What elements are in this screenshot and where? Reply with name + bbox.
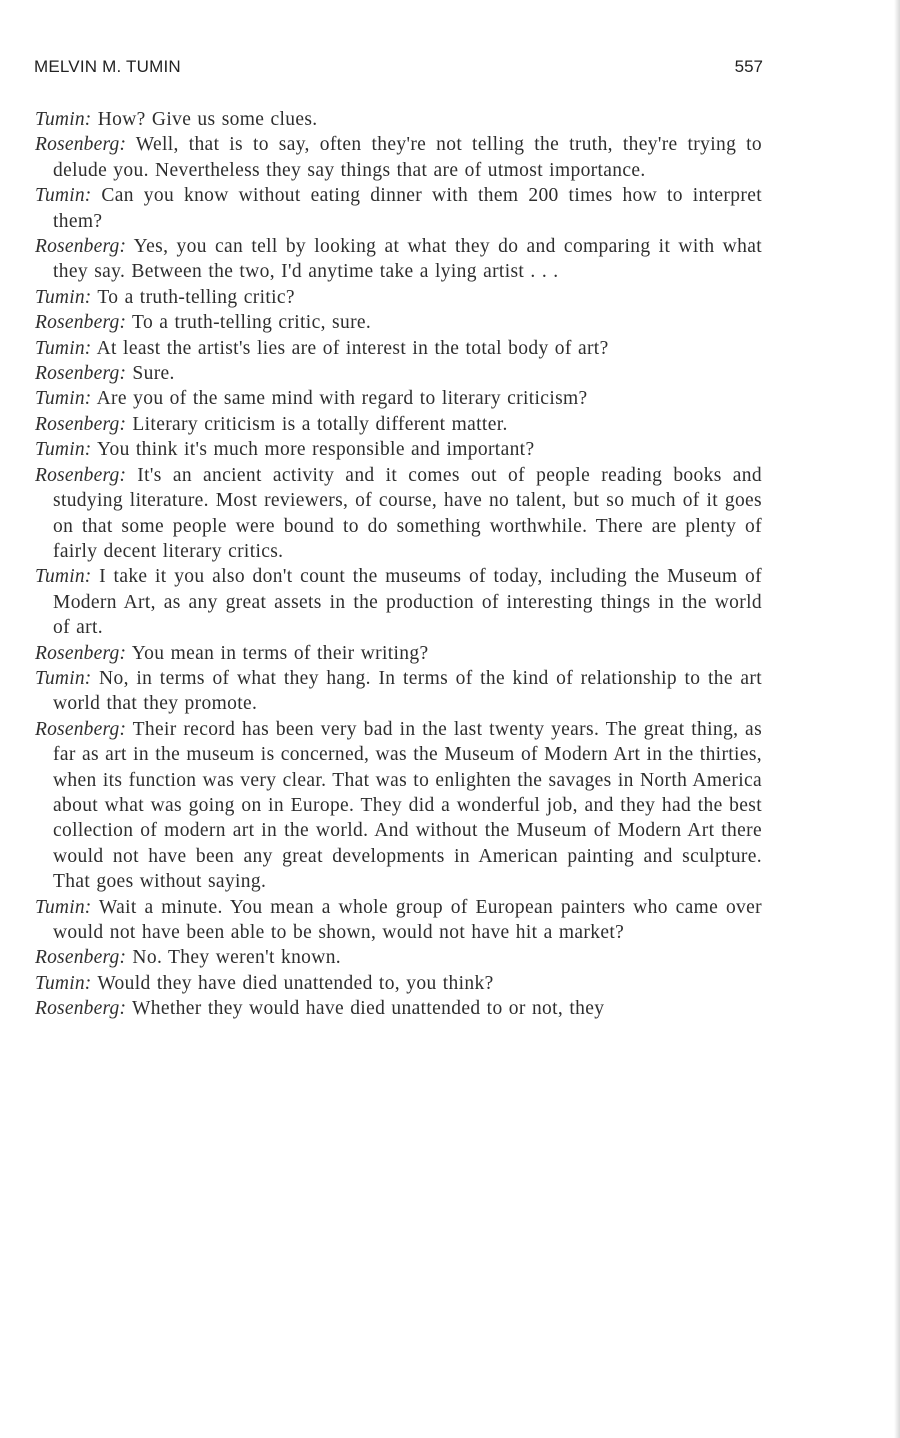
speaker-name: Tumin: [35, 185, 92, 207]
page-number: 557 [734, 57, 763, 76]
dialogue-turn [35, 336, 762, 361]
utterance-text: No, in terms of what they hang. In terms of the kind of relationship to the art world that they promote. [53, 667, 763, 715]
utterance-text: No. They weren't known. [132, 947, 342, 969]
dialogue-turn [35, 234, 762, 285]
dialogue-turn [35, 386, 762, 411]
utterance-text: Sure. [132, 363, 175, 385]
speaker-name: Tumin: [35, 896, 92, 918]
speaker-name: Tumin: [35, 972, 92, 994]
dialogue-turn [35, 132, 762, 183]
speaker-name: Tumin: [35, 388, 92, 410]
dialogue-turn [35, 361, 762, 386]
dialogue-turn [35, 666, 762, 717]
utterance-text: Well, that is to say, often they're not telling the truth, they're trying to delude you. Nevertheless they say things that are of utmost importance. [53, 134, 762, 181]
speaker-name: Rosenberg: [35, 642, 127, 664]
speaker-name: Tumin: [35, 667, 92, 689]
speaker-name: Rosenberg: [35, 236, 127, 258]
dialogue-turn [35, 183, 762, 234]
utterance-text: Yes, you can tell by looking at what they do and comparing it with what they say. Between the two, I'd anytime take a lying artist . . . [53, 236, 762, 283]
utterance-text: To a truth-telling critic, sure. [132, 312, 372, 334]
utterance-text: It's an ancient activity and it comes out of people reading books and studying literature. Most reviewers, of course, have no talent, but so much of it goes on that some people were bound to do something worthwhile. There are plenty of fairly decent literary critics. [53, 464, 762, 562]
speaker-name: Rosenberg: [35, 947, 127, 969]
dialogue-turn [35, 895, 762, 946]
interview-transcript [35, 107, 762, 1022]
speaker-name: Tumin: [35, 286, 92, 308]
speaker-name: Rosenberg: [35, 363, 127, 385]
utterance-text: Their record has been very bad in the last twenty years. The great thing, as far as art in the museum is concerned, was the Museum of Modern Art in the thirties, when its function was very clear. That was to enlighten the savages in North America about what was going on in Europe. They did a wonderful job, and they had the best collection of modern art in the world. And without the Museum of Modern Art there would not have been any great developments in American painting and sculpture. That goes without saying. [53, 718, 763, 893]
speaker-name: Tumin: [35, 439, 92, 461]
dialogue-turn [35, 463, 762, 565]
speaker-name: Tumin: [35, 566, 92, 588]
utterance-text: Would they have died unattended to, you think? [97, 972, 494, 994]
dialogue-turn [35, 641, 762, 666]
utterance-text: You mean in terms of their writing? [131, 642, 429, 664]
speaker-name: Rosenberg: [35, 134, 127, 156]
speaker-name: Rosenberg: [35, 413, 127, 435]
dialogue-turn [35, 107, 762, 132]
speaker-name: Tumin: [35, 337, 92, 359]
utterance-text: Wait a minute. You mean a whole group of European painters who came over would not have been able to be shown, would not have hit a market? [53, 896, 762, 943]
dialogue-turn [35, 412, 762, 437]
dialogue-turn [35, 285, 762, 310]
utterance-text: Whether they would have died unattended to or not, they [132, 998, 605, 1020]
speaker-name: Rosenberg: [35, 464, 127, 486]
dialogue-turn [35, 971, 762, 996]
utterance-text: Literary criticism is a totally different matter. [132, 413, 508, 435]
dialogue-turn [35, 437, 762, 462]
utterance-text: To a truth-telling critic? [97, 286, 295, 308]
dialogue-turn [35, 564, 762, 640]
utterance-text: Are you of the same mind with regard to literary criticism? [96, 388, 588, 410]
dialogue-turn [35, 945, 762, 970]
utterance-text: At least the artist's lies are of interest in the total body of art? [96, 337, 609, 359]
dialogue-turn [35, 717, 762, 895]
dialogue-turn [35, 310, 762, 335]
utterance-text: You think it's much more responsible and important? [96, 439, 535, 461]
speaker-name: Rosenberg: [35, 312, 127, 334]
page-edge-shadow [894, 0, 900, 1438]
speaker-name: Rosenberg: [35, 718, 127, 740]
utterance-text: Can you know without eating dinner with them 200 times how to interpret them? [53, 185, 762, 232]
running-head-author: MELVIN M. TUMIN [34, 57, 181, 76]
speaker-name: Tumin: [35, 109, 92, 130]
utterance-text: I take it you also don't count the museums of today, including the Museum of Modern Art, as any great assets in the production of interesting things in the world of art. [53, 566, 762, 639]
dialogue-turn [35, 996, 762, 1021]
utterance-text: How? Give us some clues. [97, 109, 318, 130]
speaker-name: Rosenberg: [35, 998, 127, 1020]
